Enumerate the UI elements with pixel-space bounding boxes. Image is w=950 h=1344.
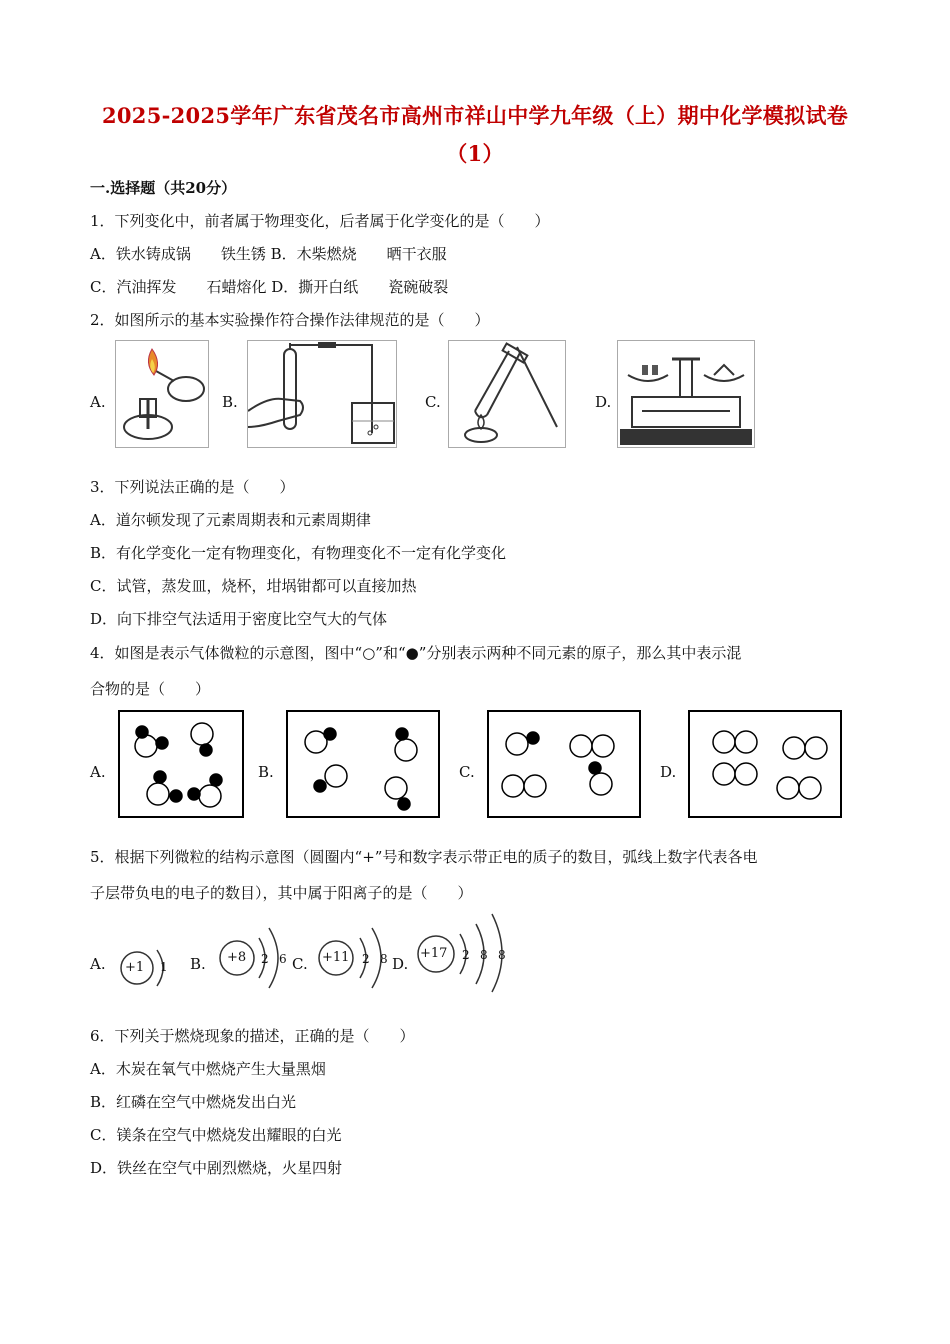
document-title-continuation: （1） bbox=[446, 141, 504, 166]
q2-option-a-label: A. bbox=[90, 393, 106, 411]
question-6-option-c: C．镁条在空气中燃烧发出耀眼的白光 bbox=[90, 1126, 342, 1144]
atom-b-shell-1: 2 bbox=[261, 952, 269, 966]
atom-d-shell-3: 8 bbox=[498, 948, 506, 962]
q4-option-d-label: D. bbox=[660, 763, 677, 781]
question-6-option-a: A．木炭在氧气中燃烧产生大量黑烟 bbox=[90, 1060, 326, 1078]
question-1-options-cd: C．汽油挥发 石蜡熔化 D．撕开白纸 瓷碗破裂 bbox=[90, 278, 449, 296]
q4-option-c-label: C. bbox=[459, 763, 475, 781]
q2-option-b-label: B. bbox=[222, 393, 238, 411]
question-4-stem-line1: 4．如图是表示气体微粒的示意图，图中“○”和“●”分别表示两种不同元素的原子，那么其中表示混 bbox=[90, 644, 742, 662]
particle-box-a bbox=[118, 710, 244, 818]
atom-a-nucleus: +1 bbox=[125, 960, 145, 975]
atom-structure-c bbox=[314, 922, 392, 994]
atom-structure-b bbox=[213, 922, 291, 994]
q5-option-b-label: B. bbox=[190, 955, 206, 973]
particle-box-c bbox=[487, 710, 641, 818]
q5-option-a-label: A. bbox=[90, 955, 106, 973]
atom-d-nucleus: +17 bbox=[420, 946, 448, 961]
question-3-option-d: D．向下排空气法适用于密度比空气大的气体 bbox=[90, 610, 388, 628]
airtightness-check-figure bbox=[247, 340, 397, 448]
question-4-stem-line2: 合物的是（ ） bbox=[90, 680, 211, 698]
q5-option-d-label: D. bbox=[392, 955, 409, 973]
q4-option-b-label: B. bbox=[258, 763, 274, 781]
question-6-stem: 6．下列关于燃烧现象的描述，正确的是（ ） bbox=[90, 1027, 415, 1045]
atom-a-shell-1: 1 bbox=[160, 960, 168, 974]
question-1-options-ab: A．铁水铸成锅 铁生锈 B．木柴燃烧 晒干衣服 bbox=[90, 245, 447, 263]
question-3-stem: 3．下列说法正确的是（ ） bbox=[90, 478, 295, 496]
atom-b-nucleus: +8 bbox=[227, 950, 247, 965]
atom-structure-a bbox=[113, 938, 173, 994]
question-6-option-d: D．铁丝在空气中剧烈燃烧，火星四射 bbox=[90, 1159, 343, 1177]
atom-b-shell-2: 6 bbox=[279, 952, 287, 966]
question-2-stem: 2．如图所示的基本实验操作符合操作法律规范的是（ ） bbox=[90, 311, 490, 329]
question-3-option-b: B．有化学变化一定有物理变化，有物理变化不一定有化学变化 bbox=[90, 544, 507, 562]
balance-scale-figure bbox=[617, 340, 755, 448]
atom-structure-d bbox=[414, 912, 510, 994]
atom-c-shell-2: 8 bbox=[380, 952, 388, 966]
test-tube-heating-figure bbox=[448, 340, 566, 448]
q4-option-a-label: A. bbox=[90, 763, 106, 781]
q2-option-d-label: D. bbox=[595, 393, 612, 411]
atom-c-nucleus: +11 bbox=[322, 950, 350, 965]
question-5-stem-line2: 子层带负电的电子的数目），其中属于阳离子的是（ ） bbox=[90, 884, 473, 902]
alcohol-lamp-lighting-figure bbox=[115, 340, 209, 448]
q2-option-c-label: C. bbox=[425, 393, 441, 411]
q5-option-c-label: C. bbox=[292, 955, 308, 973]
particle-box-b bbox=[286, 710, 440, 818]
question-6-option-b: B．红磷在空气中燃烧发出白光 bbox=[90, 1093, 297, 1111]
question-5-stem-line1: 5．根据下列微粒的结构示意图（圆圈内“+”号和数字表示带正电的质子的数目，弧线上数字代表各电 bbox=[90, 848, 758, 866]
atom-c-shell-1: 2 bbox=[362, 952, 370, 966]
atom-d-shell-1: 2 bbox=[462, 948, 470, 962]
question-3-option-c: C．试管，蒸发皿，烧杯，坩埚钳都可以直接加热 bbox=[90, 577, 417, 595]
particle-box-d bbox=[688, 710, 842, 818]
document-title: 2025-2025学年广东省茂名市高州市祥山中学九年级（上）期中化学模拟试卷 bbox=[101, 103, 848, 128]
question-3-option-a: A．道尔顿发现了元素周期表和元素周期律 bbox=[90, 511, 371, 529]
question-1-stem: 1．下列变化中，前者属于物理变化，后者属于化学变化的是（ ） bbox=[90, 212, 550, 230]
section-heading: 一.选择题（共20分） bbox=[90, 179, 237, 197]
atom-d-shell-2: 8 bbox=[480, 948, 488, 962]
